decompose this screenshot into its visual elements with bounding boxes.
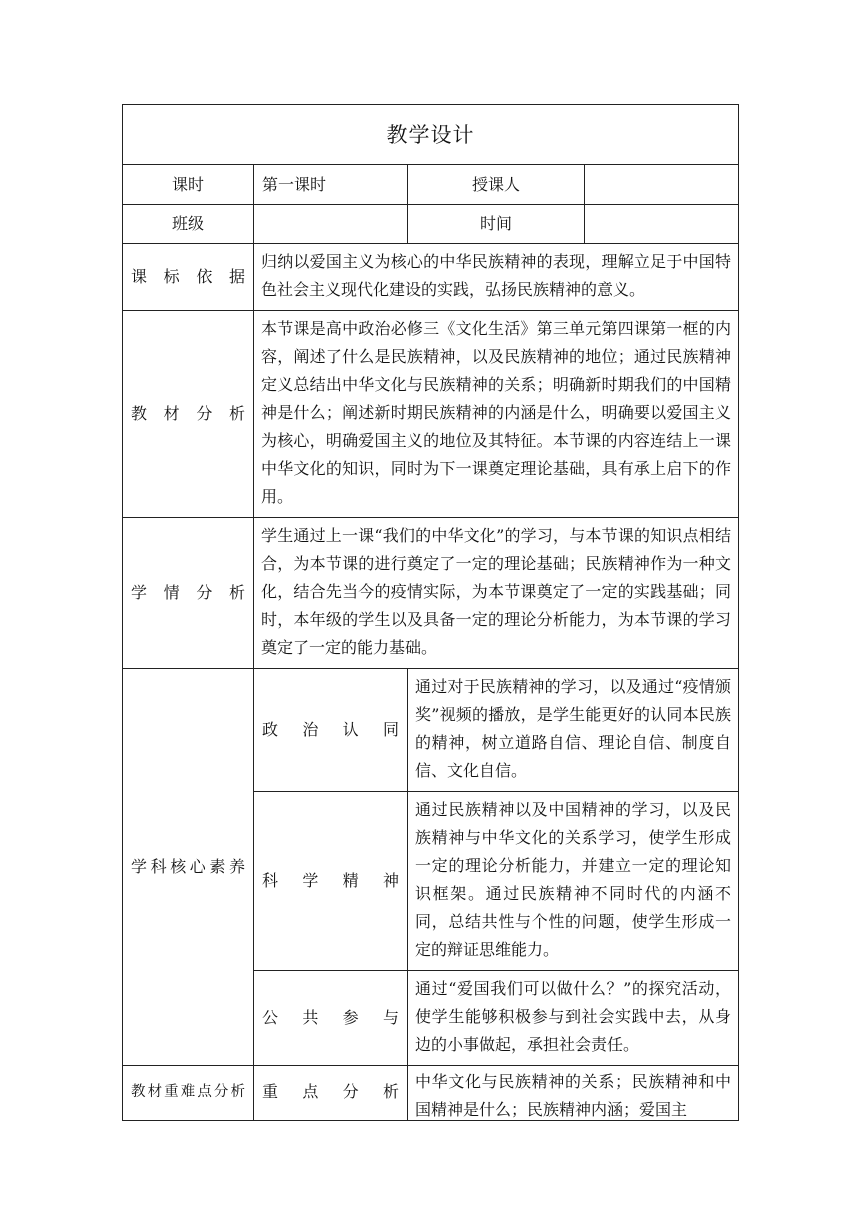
time-label: 时间 <box>408 205 585 244</box>
teacher-label: 授课人 <box>408 165 585 205</box>
standard-label: 课标依据 <box>123 244 254 311</box>
core-item-text-political: 通过对于民族精神的学习，以及通过“疫情颁奖”视频的播放，是学生能更好的认同本民族的精神，树立道路自信、理论自信、制度自信、文化自信。 <box>408 669 739 792</box>
teacher-value <box>585 165 739 205</box>
material-text: 本节课是高中政治必修三《文化生活》第三单元第四课第一框的内容，阐述了什么是民族精神，以及民族精神的地位；通过民族精神定义总结出中华文化与民族精神的关系；明确新时期我们的中国精神是什么；阐述新时期民族精神的内涵是什么，明确要以爱国主义为核心，明确爱国主义的地位及其特征。本节课的内容连结上一课中华文化的知识，同时为下一课奠定理论基础，具有承上启下的作用。 <box>254 311 739 518</box>
student-text: 学生通过上一课“我们的中华文化”的学习，与本节课的知识点相结合，为本节课的进行奠定了一定的理论基础；民族精神作为一种文化，结合先当今的疫情实际，为本节课奠定了一定的实践基础；同时，本年级的学生以及具备一定的理论分析能力，为本节课的学习奠定了一定的能力基础。 <box>254 518 739 669</box>
standard-text: 归纳以爱国主义为核心的中华民族精神的表现，理解立足于中国特色社会主义现代化建设的实践，弘扬民族精神的意义。 <box>254 244 739 311</box>
time-value <box>585 205 739 244</box>
core-literacy-label: 学科核心素养 <box>123 669 254 1066</box>
class-value <box>254 205 408 244</box>
student-label: 学情分析 <box>123 518 254 669</box>
period-value: 第一课时 <box>254 165 408 205</box>
keypoints-text: 中华文化与民族精神的关系；民族精神和中国精神是什么；民族精神内涵；爱国主 <box>415 1072 731 1119</box>
class-label: 班级 <box>123 205 254 244</box>
material-label: 教材分析 <box>123 311 254 518</box>
lesson-design-table <box>122 104 739 1121</box>
keypoints-label: 教材重难点分析 <box>123 1066 254 1121</box>
keypoints-cell <box>408 1066 739 1121</box>
period-label: 课时 <box>123 165 254 205</box>
keypoints-sub-label: 重点分析 <box>254 1066 408 1121</box>
core-item-label-public: 公共参与 <box>254 971 408 1066</box>
core-item-text-public: 通过“爱国我们可以做什么？”的探究活动，使学生能够积极参与到社会实践中去，从身边的小事做起，承担社会责任。 <box>408 971 739 1066</box>
core-item-label-science: 科学精神 <box>254 792 408 971</box>
table-title: 教学设计 <box>123 105 739 165</box>
core-item-label-political: 政治认同 <box>254 669 408 792</box>
core-item-text-science: 通过民族精神以及中国精神的学习，以及民族精神与中华文化的关系学习，使学生形成一定的理论分析能力，并建立一定的理论知识框架。通过民族精神不同时代的内涵不同，总结共性与个性的问题，使学生形成一定的辩证思维能力。 <box>408 792 739 971</box>
